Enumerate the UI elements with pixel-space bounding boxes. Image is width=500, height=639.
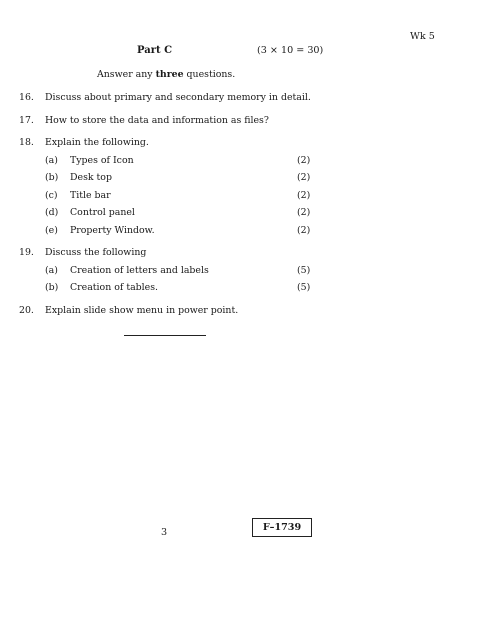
paper-code-box: F–1739 xyxy=(252,518,312,537)
question-text: Discuss the following xyxy=(45,247,147,258)
end-divider xyxy=(124,335,206,336)
instruction-tail: questions. xyxy=(183,69,236,80)
instruction-count: three xyxy=(155,69,184,80)
sub-question-text: Control panel xyxy=(70,207,135,218)
question-number: 16. xyxy=(19,92,34,103)
part-title: Part C xyxy=(137,45,173,56)
sub-question-letter: (e) xyxy=(45,225,58,236)
sub-question-letter: (c) xyxy=(45,190,58,201)
page-number: 3 xyxy=(161,527,168,538)
question-number: 18. xyxy=(19,137,34,148)
sub-question-letter: (a) xyxy=(45,155,58,166)
question-number: 17. xyxy=(19,115,34,126)
sub-question-letter: (b) xyxy=(45,282,59,293)
instruction xyxy=(97,69,235,80)
sub-question-marks: (2) xyxy=(297,190,311,201)
sub-question-marks: (5) xyxy=(297,265,311,276)
question-number: 20. xyxy=(19,305,34,316)
sub-question-letter: (a) xyxy=(45,265,58,276)
sub-question-text: Title bar xyxy=(70,190,111,201)
question-text: Discuss about primary and secondary memory in detail. xyxy=(45,92,311,103)
sub-question-marks: (5) xyxy=(297,282,311,293)
instruction-lead: Answer any xyxy=(97,69,156,80)
sub-question-marks: (2) xyxy=(297,207,311,218)
sub-question-text: Property Window. xyxy=(70,225,155,236)
question-number: 19. xyxy=(19,247,34,258)
question-text: Explain slide show menu in power point. xyxy=(45,305,239,316)
sub-question-text: Creation of letters and labels xyxy=(70,265,209,276)
question-text: How to store the data and information as files? xyxy=(45,115,269,126)
question-text: Explain the following. xyxy=(45,137,149,148)
sub-question-text: Desk top xyxy=(70,172,112,183)
sub-question-marks: (2) xyxy=(297,225,311,236)
week-label: Wk 5 xyxy=(410,31,435,42)
marks-formula: (3 × 10 = 30) xyxy=(257,45,324,56)
sub-question-text: Types of Icon xyxy=(70,155,134,166)
sub-question-letter: (b) xyxy=(45,172,59,183)
sub-question-marks: (2) xyxy=(297,155,311,166)
sub-question-text: Creation of tables. xyxy=(70,282,159,293)
sub-question-letter: (d) xyxy=(45,207,59,218)
sub-question-marks: (2) xyxy=(297,172,311,183)
